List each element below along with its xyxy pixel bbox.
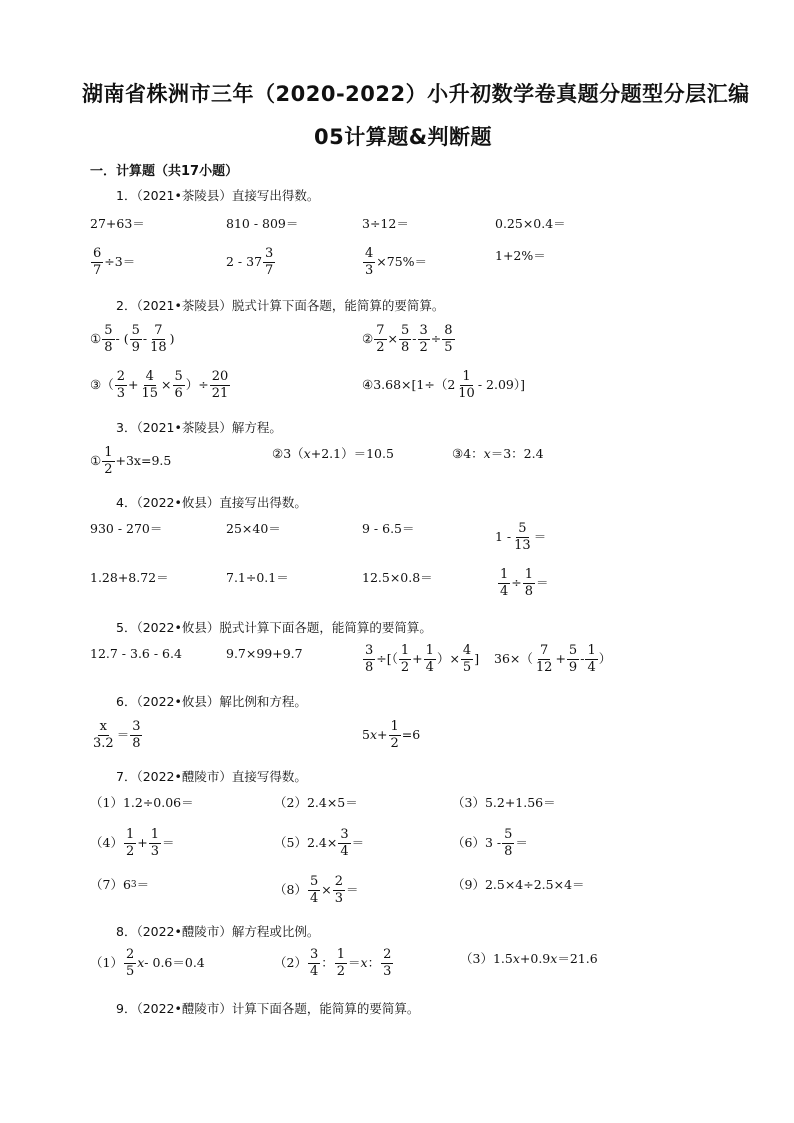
q2-part-3: ③（ $\frac{2}{3}$ + $\frac{4}{15}$ × $\frac{5}{6}$ ）÷ $\frac{20}{21}$ [90, 369, 229, 401]
question-3-label: 3．（2021•茶陵县）解方程。 [116, 420, 282, 435]
q7-item-8: （8） $\frac{5}{4}$ × $\frac{2}{3}$ ＝ [274, 874, 359, 906]
q4-item-c: 9 - 6.5＝ [362, 521, 415, 536]
q3-part-2: ②3（ x +2.1）＝10.5 [272, 446, 394, 461]
question-7-label: 7．（2022•醴陵市）直接写得数。 [116, 769, 307, 784]
q1-item-h: 1+2%＝ [495, 248, 546, 263]
q7-item-3: （3）5.2+1.56＝ [452, 795, 556, 810]
q6-item-a: $\frac{x}{3.2}$ ＝ $\frac{3}{8}$ [93, 719, 141, 751]
page-title: 湖南省株洲市三年（2020-2022）小升初数学卷真题分题型分层汇编 [82, 82, 750, 106]
q7-item-4: （4） $\frac{1}{2}$ + $\frac{1}{3}$ ＝ [90, 827, 175, 859]
page-subtitle: 05计算题&判断题 [314, 125, 493, 149]
q7-item-2: （2）2.4×5＝ [274, 795, 358, 810]
q7-item-6: （6）3 - $\frac{5}{8}$ ＝ [452, 827, 528, 859]
q4-item-f: 7.1÷0.1＝ [226, 570, 289, 585]
q3-part-1: ① $\frac{1}{2}$ +3x=9.5 [90, 445, 172, 477]
q8-item-1: （1） $\frac{2}{5}$ x - 0.6＝0.4 [90, 947, 205, 979]
q4-item-d: 1 - $\frac{5}{13}$ ＝ [495, 521, 547, 553]
section-heading: 一．计算题（共17小题） [90, 164, 239, 179]
q1-item-f: 2 - 37 $\frac{3}{7}$ [226, 246, 274, 278]
question-5-label: 5．（2022•攸县）脱式计算下面各题，能简算的要简算。 [116, 620, 432, 635]
q1-item-c: 3÷12＝ [362, 216, 409, 231]
q1-item-g: $\frac{4}{3}$ ×75%＝ [365, 246, 428, 278]
q4-item-e: 1.28+8.72＝ [90, 570, 169, 585]
question-6-label: 6．（2022•攸县）解比例和方程。 [116, 694, 307, 709]
q4-item-h: $\frac{1}{4}$ ÷ $\frac{1}{8}$ ＝ [500, 567, 549, 599]
q2-part-1: ① $\frac{5}{8}$ - ( $\frac{5}{9}$ - $\frac{7}{18}$ ) [90, 323, 175, 355]
q5-item-c: $\frac{3}{8}$ ÷[（ $\frac{1}{2}$ + $\frac{1}{4}$ ）× $\frac{4}{5}$ ] [365, 643, 480, 675]
q5-item-b: 9.7×99+9.7 [226, 646, 303, 661]
q7-item-7: （7）6 3 ＝ [90, 877, 150, 892]
q1-item-d: 0.25×0.4＝ [495, 216, 566, 231]
q6-item-b: 5 x + $\frac{1}{2}$ =6 [362, 719, 421, 751]
q5-item-a: 12.7 - 3.6 - 6.4 [90, 646, 182, 661]
question-8-label: 8．（2022•醴陵市）解方程或比例。 [116, 924, 320, 939]
q7-item-1: （1）1.2÷0.06＝ [90, 795, 194, 810]
question-4-label: 4．（2022•攸县）直接写出得数。 [116, 495, 307, 510]
q7-item-9: （9）2.5×4÷2.5×4＝ [452, 877, 585, 892]
fraction: $\frac{3}{7}$ [265, 246, 274, 278]
q8-item-3: （3）1.5 x +0.9 x ＝21.6 [460, 951, 598, 966]
q4-item-b: 25×40＝ [226, 521, 281, 536]
question-1-label: 1．（2021•茶陵县）直接写出得数。 [116, 188, 320, 203]
q5-item-d: 36×（ $\frac{7}{12}$ + $\frac{5}{9}$ - $\frac{1}{4}$ ） [494, 643, 612, 675]
fraction: $\frac{6}{7}$ [93, 246, 102, 278]
q2-part-2: ② $\frac{7}{2}$ × $\frac{5}{8}$ - $\frac{3}{2}$ ÷ $\frac{8}{5}$ [362, 323, 453, 355]
question-2-label: 2．（2021•茶陵县）脱式计算下面各题，能简算的要简算。 [116, 298, 445, 313]
q1-item-b: 810 - 809＝ [226, 216, 299, 231]
q4-item-a: 930 - 270＝ [90, 521, 163, 536]
q8-item-2: （2） $\frac{3}{4}$ ： $\frac{1}{2}$ ＝ x ： $\frac{2}{3}$ [274, 947, 392, 979]
q2-part-4: ④3.68×[1÷（2 $\frac{1}{10}$ - 2.09）] [362, 369, 525, 401]
fraction: $\frac{4}{3}$ [365, 246, 374, 278]
q7-item-5: （5）2.4× $\frac{3}{4}$ ＝ [274, 827, 365, 859]
q1-item-a: 27+63＝ [90, 216, 145, 231]
q3-part-3: ③4： x ＝3：2.4 [452, 446, 544, 461]
question-9-label: 9．（2022•醴陵市）计算下面各题，能简算的要简算。 [116, 1001, 420, 1016]
q4-item-g: 12.5×0.8＝ [362, 570, 433, 585]
q1-item-e: $\frac{6}{7}$ ÷3＝ [93, 246, 136, 278]
